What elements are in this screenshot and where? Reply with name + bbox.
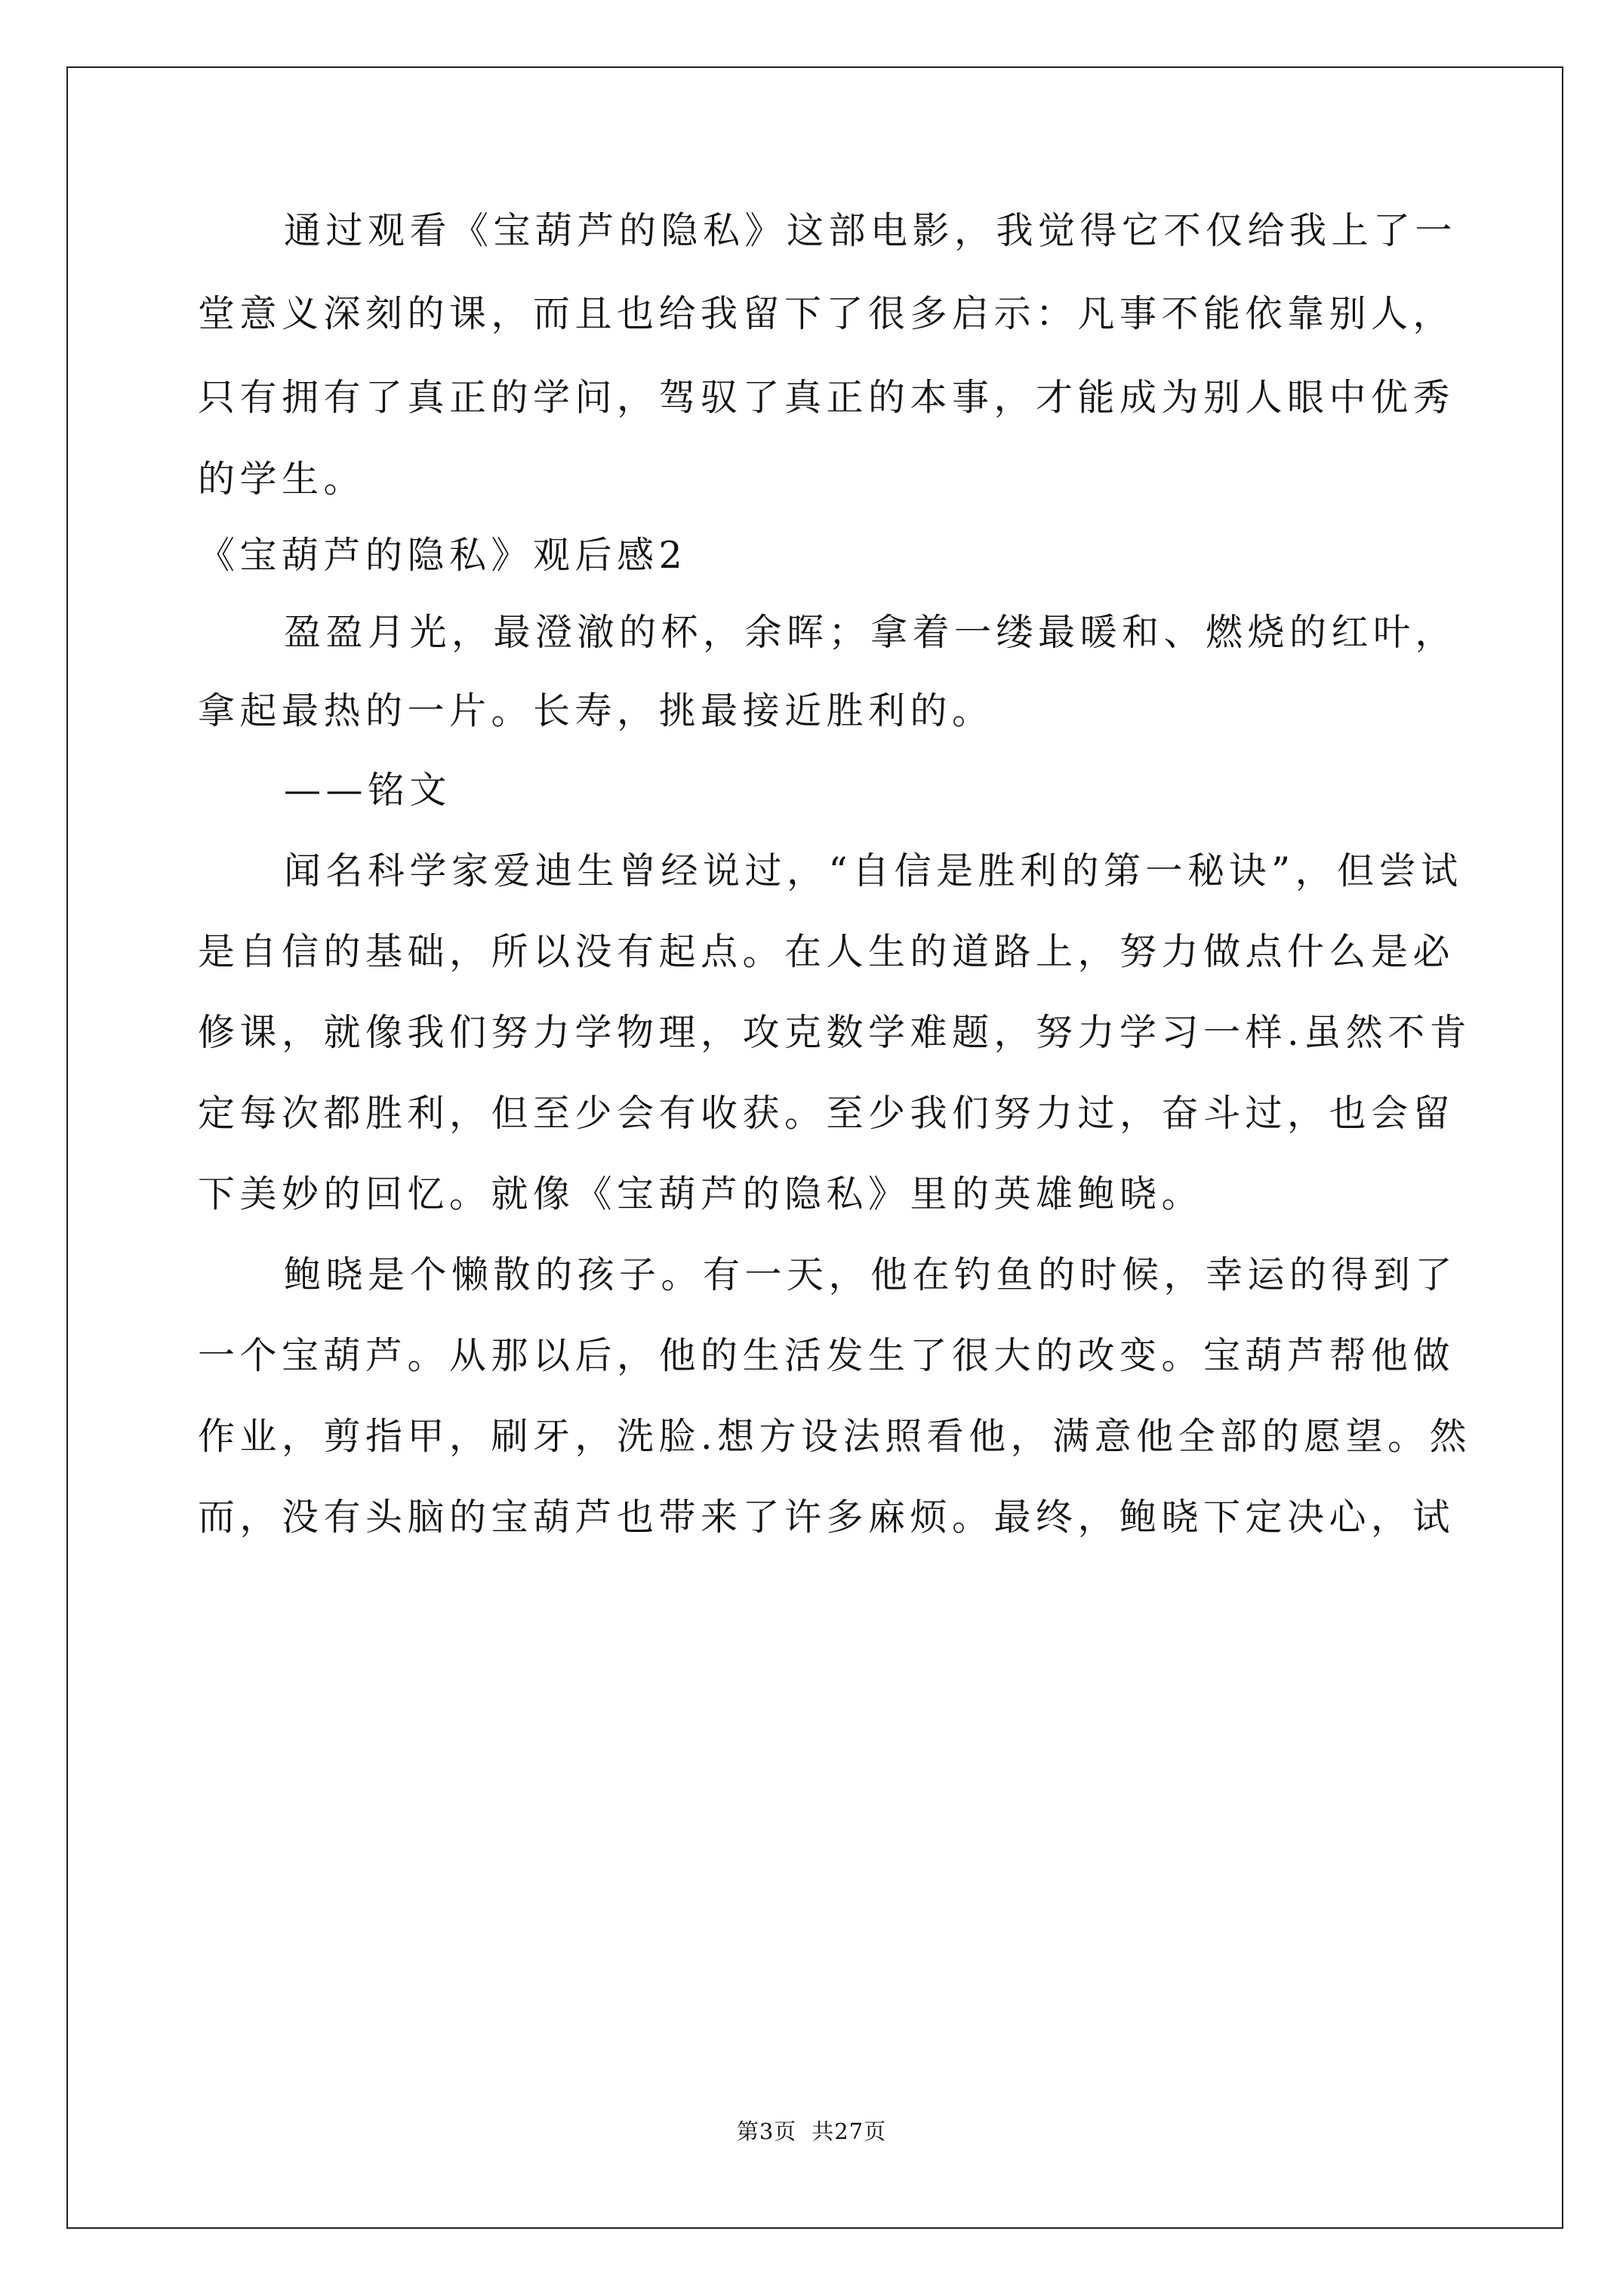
paragraph-line: 鲍晓是个懒散的孩子。有一天，他在钓鱼的时候，幸运的得到了: [284, 1253, 1458, 1296]
total-pages: 共27页: [812, 2119, 887, 2144]
paragraph-line: 通过观看《宝葫芦的隐私》这部电影，我觉得它不仅给我上了一: [284, 209, 1458, 252]
paragraph-line: 下美妙的回忆。就像《宝葫芦的隐私》里的英雄鲍晓。: [198, 1173, 1204, 1216]
paragraph-line: 定每次都胜利，但至少会有收获。至少我们努力过，奋斗过，也会留: [198, 1092, 1455, 1135]
paragraph-line: 闻名科学家爱迪生曾经说过，“自信是胜利的第一秘诀”，但尝试: [284, 849, 1463, 892]
paragraph-line: 是自信的基础，所以没有起点。在人生的道路上，努力做点什么是必: [198, 930, 1455, 973]
section-heading: 《宝葫芦的隐私》观后感2: [198, 534, 688, 577]
page-number: 第3页: [736, 2119, 797, 2144]
paragraph-line: 而，没有头脑的宝葫芦也带来了许多麻烦。最终，鲍晓下定决心，试: [198, 1496, 1455, 1539]
paragraph-line: 作业，剪指甲，刷牙，洗脸.想方设法照看他，满意他全部的愿望。然: [198, 1415, 1472, 1458]
paragraph-line: 盈盈月光，最澄澈的杯，余晖；拿着一缕最暖和、燃烧的红叶，: [284, 611, 1458, 654]
paragraph-line: 拿起最热的一片。长寿，挑最接近胜利的。: [198, 689, 994, 732]
paragraph-line: 的学生。: [198, 458, 366, 501]
paragraph-line: 修课，就像我们努力学物理，攻克数学难题，努力学习一样.虽然不肯: [198, 1011, 1472, 1054]
paragraph-line: 堂意义深刻的课，而且也给我留下了很多启示：凡事不能依靠别人，: [198, 292, 1455, 335]
epigraph-attribution: ——铭文: [284, 769, 452, 812]
paragraph-line: 一个宝葫芦。从那以后，他的生活发生了很大的改变。宝葫芦帮他做: [198, 1334, 1455, 1377]
page-footer: [0, 2118, 1623, 2145]
paragraph-line: 只有拥有了真正的学问，驾驭了真正的本事，才能成为别人眼中优秀: [198, 376, 1455, 419]
